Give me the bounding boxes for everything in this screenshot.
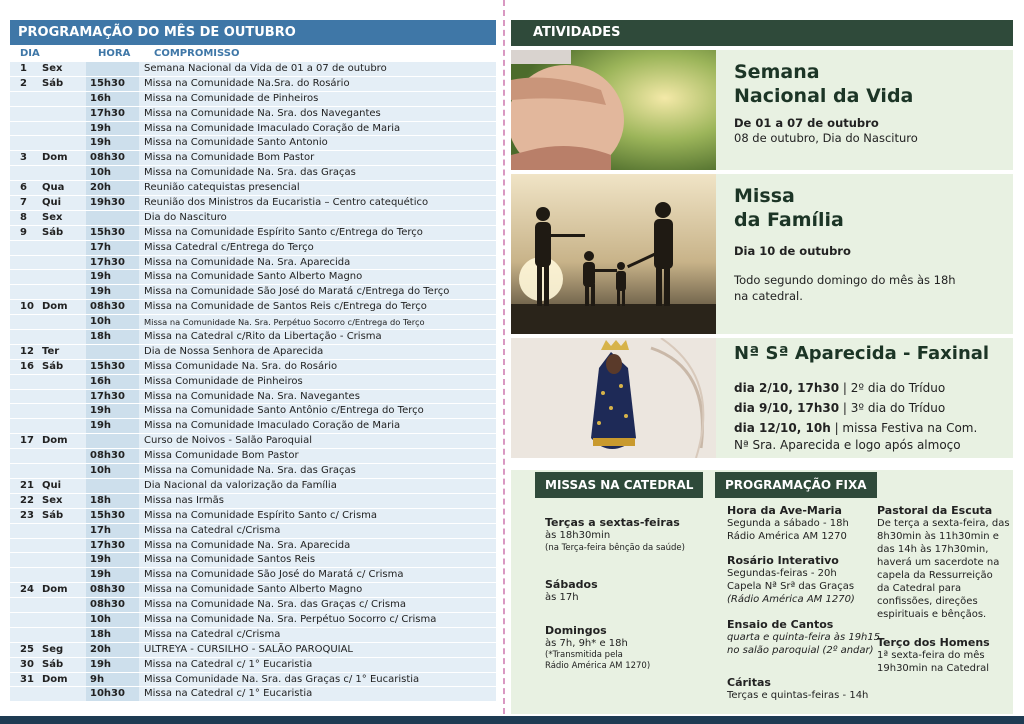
row-event: Missa na Comunidade Imaculado Coração de Maria	[144, 420, 401, 432]
row-weekday: Sáb	[42, 226, 64, 238]
table-row	[10, 390, 496, 405]
row-weekday	[40, 419, 86, 433]
row-event: Missa na Catedral c/Crisma	[144, 628, 281, 640]
row-hour: 10h	[86, 613, 139, 627]
activity-semana-vida	[511, 50, 1013, 170]
row-hour: 19h30	[86, 196, 139, 210]
row-event: Missa na Comunidade Na. Sra. dos Navegantes	[144, 107, 381, 119]
activities-panel	[511, 20, 1013, 458]
row-weekday	[40, 270, 86, 284]
table-row	[10, 583, 496, 598]
table-row	[10, 345, 496, 360]
row-weekday	[40, 404, 86, 418]
table-row	[10, 568, 496, 583]
row-event: Missa na Comunidade Na. Sra. das Graças	[144, 465, 356, 477]
schedule-title: PROGRAMAÇÃO DO MÊS DE OUTUBRO	[10, 20, 496, 45]
row-hour: 10h	[86, 464, 139, 478]
row-weekday: Dom	[42, 435, 68, 447]
row-day	[10, 107, 40, 121]
row-event: Missa na Catedral c/ 1° Eucaristia	[144, 688, 313, 700]
table-row	[10, 449, 496, 464]
row-hour: 17h30	[86, 539, 139, 553]
activity-title-line1: Missa	[734, 185, 795, 207]
table-row	[10, 226, 496, 241]
row-day: 17	[20, 435, 34, 447]
row-hour: 19h	[86, 568, 139, 582]
table-row	[10, 181, 496, 196]
row-day	[10, 166, 40, 180]
row-day: 9	[20, 226, 27, 238]
row-event: Missa na Comunidade Imaculado Coração de Maria	[144, 122, 401, 134]
missas-weekdays: Terças a sextas-feiras às 18h30min (na Terça-feira bênção da saúde)	[545, 516, 685, 553]
schedule-column-headers	[10, 45, 496, 62]
row-event: Missa na Comunidade Santo Alberto Magno	[144, 271, 363, 283]
row-day	[10, 136, 40, 150]
row-weekday	[40, 628, 86, 642]
row-day	[10, 241, 40, 255]
col-day: DIA	[20, 48, 40, 59]
monthly-schedule	[10, 20, 496, 702]
table-row	[10, 494, 496, 509]
table-row	[10, 196, 496, 211]
row-hour: 08h30	[86, 583, 139, 597]
row-weekday	[40, 464, 86, 478]
row-hour: 20h	[86, 643, 139, 657]
row-day: 25	[20, 643, 34, 655]
footer-bar	[0, 716, 1024, 724]
row-event: Missa na Comunidade Na. Sra. Navegantes	[144, 390, 360, 402]
fixed-programs-panel	[511, 470, 1013, 714]
row-hour	[86, 62, 139, 76]
row-event: Missa na Catedral c/Crisma	[144, 524, 281, 536]
row-weekday	[40, 107, 86, 121]
row-day: 22	[20, 494, 34, 506]
row-event: Missa na Comunidade Espírito Santo c/ Crisma	[144, 509, 378, 521]
row-hour: 15h30	[86, 77, 139, 91]
row-weekday: Qua	[42, 182, 65, 194]
triduo-date-1: dia 2/10, 17h30	[734, 381, 840, 395]
hora-ave-maria: Hora da Ave-Maria Segunda a sábado - 18h Rádio América AM 1270	[727, 504, 849, 542]
table-row	[10, 270, 496, 285]
table-row	[10, 628, 496, 643]
terco-homens: Terço dos Homens 1ª sexta-feira do mês 19h30min na Catedral	[877, 636, 990, 674]
table-row	[10, 673, 496, 688]
row-day	[10, 464, 40, 478]
row-event: Dia Nacional da valorização da Família	[144, 479, 337, 491]
row-event: Missa na Comunidade São José do Maratá c/ Crisma	[144, 569, 404, 581]
table-row	[10, 256, 496, 271]
activity-title-line2: Nacional da Vida	[734, 85, 914, 107]
activity-title-line2: da Família	[734, 209, 844, 231]
table-row	[10, 92, 496, 107]
table-row	[10, 434, 496, 449]
pastoral-escuta: Pastoral da Escuta De terça a sexta-feira, das 8h30min às 11h30min e das 14h às 17h30min, haverá um sacerdote na capela da Ressurreição da Catedral para confissões, direções espirituais e bênçãos.	[877, 504, 1010, 620]
row-weekday	[40, 256, 86, 270]
row-event: Missa Comunidade Na. Sra. do Rosário	[144, 360, 338, 372]
row-weekday: Sáb	[42, 360, 64, 372]
row-event: Missa na Comunidade Na.Sra. do Rosário	[144, 77, 350, 89]
row-day	[10, 330, 40, 344]
row-weekday	[40, 449, 86, 463]
row-event: Semana Nacional da Vida de 01 a 07 de outubro	[144, 63, 387, 74]
row-day: 10	[20, 301, 34, 313]
missas-sundays: Domingos às 7h, 9h* e 18h (*Transmitida pela Rádio América AM 1270)	[545, 624, 651, 671]
table-row	[10, 136, 496, 151]
our-lady-aparecida-image	[511, 338, 716, 458]
row-weekday: Dom	[42, 673, 68, 685]
row-day: 21	[20, 479, 34, 491]
row-weekday: Sex	[42, 211, 63, 223]
row-event: Missa na Comunidade Santo Antônio c/Entrega do Terço	[144, 405, 424, 417]
row-weekday: Seg	[42, 643, 64, 655]
row-day	[10, 598, 40, 612]
table-row	[10, 598, 496, 613]
row-event: Missa na Comunidade Na. Sra. Aparecida	[144, 256, 351, 268]
row-weekday: Sáb	[42, 658, 64, 670]
row-event: Missa na Comunidade Santos Reis	[144, 554, 316, 566]
row-day	[10, 553, 40, 567]
row-hour: 18h	[86, 628, 139, 642]
triduo-date-2: dia 9/10, 17h30	[734, 401, 840, 415]
activity-title: Nª Sª Aparecida - Faxinal	[734, 343, 990, 364]
activity-title-line1: Semana	[734, 61, 820, 83]
row-hour: 9h	[86, 673, 139, 687]
row-weekday	[40, 553, 86, 567]
table-row	[10, 613, 496, 628]
row-hour: 17h30	[86, 390, 139, 404]
table-row	[10, 77, 496, 92]
row-hour: 19h	[86, 136, 139, 150]
row-event: Dia de Nossa Senhora de Aparecida	[144, 345, 324, 357]
row-hour: 08h30	[86, 449, 139, 463]
row-weekday: Dom	[42, 584, 68, 596]
table-row	[10, 285, 496, 300]
row-event: Reunião catequistas presencial	[144, 182, 300, 194]
row-weekday	[40, 241, 86, 255]
row-day	[10, 270, 40, 284]
table-row	[10, 166, 496, 181]
row-day	[10, 449, 40, 463]
table-row	[10, 404, 496, 419]
activity-missa-familia	[511, 174, 1013, 334]
row-day	[10, 539, 40, 553]
row-day	[10, 524, 40, 538]
row-hour: 19h	[86, 122, 139, 136]
table-row	[10, 330, 496, 345]
row-event: Missa na Catedral c/Rito da Libertação - Crisma	[144, 331, 382, 343]
row-event: Missa nas Irmãs	[144, 494, 224, 506]
row-event: Missa na Comunidade São José do Maratá c/Entrega do Terço	[144, 286, 450, 298]
row-weekday	[40, 539, 86, 553]
row-day	[10, 687, 40, 701]
row-day	[10, 613, 40, 627]
row-event: Missa na Comunidade de Santos Reis c/Entrega do Terço	[144, 301, 427, 313]
table-row	[10, 479, 496, 494]
row-hour: 19h	[86, 270, 139, 284]
row-weekday	[40, 390, 86, 404]
row-day: 31	[20, 673, 34, 685]
table-row	[10, 524, 496, 539]
row-hour: 18h	[86, 494, 139, 508]
row-hour: 16h	[86, 375, 139, 389]
row-day	[10, 315, 40, 329]
row-event: Missa na Comunidade de Pinheiros	[144, 92, 319, 104]
row-event: Missa na Comunidade Espírito Santo c/Entrega do Terço	[144, 226, 423, 238]
row-weekday	[40, 330, 86, 344]
row-hour: 19h	[86, 658, 139, 672]
table-row	[10, 687, 496, 702]
row-hour	[86, 479, 139, 493]
row-day	[10, 404, 40, 418]
row-event: ULTREYA - CURSILHO - SALÃO PAROQUIAL	[144, 643, 353, 655]
row-day: 12	[20, 345, 34, 357]
row-event: Missa na Comunidade Santo Antonio	[144, 137, 328, 149]
row-day	[10, 256, 40, 270]
table-row	[10, 241, 496, 256]
row-hour: 19h	[86, 553, 139, 567]
row-hour: 10h	[86, 315, 139, 329]
row-event: Reunião dos Ministros da Eucaristia – Centro catequético	[144, 197, 429, 209]
row-hour	[86, 434, 139, 448]
row-event: Missa na Comunidade Na. Sra. Perpétuo Socorro c/Entrega do Terço	[144, 317, 425, 328]
table-row	[10, 315, 496, 330]
row-day	[10, 92, 40, 106]
col-event: COMPROMISSO	[154, 48, 240, 59]
row-day: 8	[20, 211, 27, 223]
row-day: 1	[20, 63, 27, 74]
row-event: Missa na Comunidade Na. Sra. das Graças c/ Crisma	[144, 599, 407, 611]
missas-saturdays: Sábados às 17h	[545, 578, 598, 603]
row-weekday: Dom	[42, 301, 68, 313]
row-hour: 17h	[86, 241, 139, 255]
row-event: Missa Catedral c/Entrega do Terço	[144, 241, 314, 253]
row-weekday	[40, 315, 86, 329]
programacao-fixa-label: PROGRAMAÇÃO FIXA	[715, 472, 877, 498]
row-event: Dia do Nascituro	[144, 211, 227, 223]
row-weekday	[40, 598, 86, 612]
row-hour: 08h30	[86, 300, 139, 314]
row-event: Missa Comunidade Na. Sra. das Graças c/ 1° Eucaristia	[144, 673, 420, 685]
row-hour: 08h30	[86, 598, 139, 612]
family-silhouette-image	[511, 174, 716, 334]
row-hour: 18h	[86, 330, 139, 344]
row-weekday: Qui	[42, 479, 62, 491]
table-row	[10, 419, 496, 434]
table-row	[10, 107, 496, 122]
row-day: 30	[20, 658, 34, 670]
row-hour: 17h30	[86, 256, 139, 270]
row-weekday: Sáb	[42, 77, 64, 89]
activities-title: ATIVIDADES	[511, 20, 1013, 46]
activity-note-line2: na catedral.	[734, 289, 803, 303]
pregnant-belly-image	[511, 50, 716, 170]
table-row	[10, 375, 496, 390]
row-hour: 08h30	[86, 151, 139, 165]
table-row	[10, 300, 496, 315]
row-weekday: Sáb	[42, 509, 64, 521]
row-weekday	[40, 136, 86, 150]
schedule-rows	[10, 62, 496, 702]
row-hour: 19h	[86, 419, 139, 433]
row-day: 6	[20, 182, 27, 194]
row-weekday	[40, 524, 86, 538]
row-day	[10, 390, 40, 404]
row-hour: 17h30	[86, 107, 139, 121]
row-weekday	[40, 122, 86, 136]
row-weekday: Sex	[42, 63, 63, 74]
row-event: Missa Comunidade de Pinheiros	[144, 375, 303, 387]
row-weekday	[40, 166, 86, 180]
table-row	[10, 553, 496, 568]
row-hour: 10h	[86, 166, 139, 180]
caritas: Cáritas Terças e quintas-feiras - 14h	[727, 676, 869, 701]
row-weekday	[40, 92, 86, 106]
ensaio-cantos: Ensaio de Cantos quarta e quinta-feira às 19h15 no salão paroquial (2º andar)	[727, 618, 881, 656]
table-row	[10, 643, 496, 658]
row-hour: 16h	[86, 92, 139, 106]
row-weekday: Dom	[42, 152, 68, 164]
activity-note: 08 de outubro, Dia do Nascituro	[734, 131, 918, 145]
row-day: 24	[20, 584, 34, 596]
col-hour: HORA	[98, 48, 131, 59]
table-row	[10, 464, 496, 479]
table-row	[10, 509, 496, 524]
row-day	[10, 285, 40, 299]
row-hour: 15h30	[86, 509, 139, 523]
row-day	[10, 568, 40, 582]
row-event: Curso de Noivos - Salão Paroquial	[144, 435, 312, 447]
row-event: Missa na Comunidade Santo Alberto Magno	[144, 584, 363, 596]
row-day: 3	[20, 152, 27, 164]
row-hour: 17h	[86, 524, 139, 538]
table-row	[10, 360, 496, 375]
row-day	[10, 375, 40, 389]
table-row	[10, 211, 496, 226]
table-row	[10, 658, 496, 673]
row-hour: 20h	[86, 181, 139, 195]
rosario-interativo: Rosário Interativo Segundas-feiras - 20h Capela Nª Srª das Graças (Rádio América AM 1270)	[727, 554, 855, 605]
row-weekday: Qui	[42, 197, 62, 209]
row-weekday	[40, 613, 86, 627]
table-row	[10, 122, 496, 137]
row-hour	[86, 211, 139, 225]
row-weekday	[40, 568, 86, 582]
table-row	[10, 151, 496, 166]
activity-note-line1: Todo segundo domingo do mês às 18h	[734, 273, 956, 287]
row-event: Missa na Comunidade Na. Sra. das Graças	[144, 167, 356, 179]
row-hour: 19h	[86, 285, 139, 299]
row-weekday: Sex	[42, 494, 63, 506]
row-day	[10, 419, 40, 433]
fold-divider	[503, 0, 505, 724]
activity-date: De 01 a 07 de outubro	[734, 116, 879, 130]
activity-date: Dia 10 de outubro	[734, 244, 851, 258]
row-day	[10, 122, 40, 136]
festive-mass-date: dia 12/10, 10h	[734, 421, 831, 435]
row-hour: 10h30	[86, 687, 139, 701]
row-day: 16	[20, 360, 34, 372]
row-day: 2	[20, 77, 27, 89]
row-hour: 15h30	[86, 226, 139, 240]
row-weekday	[40, 375, 86, 389]
row-event: Missa na Comunidade Na. Sra. Aparecida	[144, 539, 351, 551]
row-hour: 15h30	[86, 360, 139, 374]
row-event: Missa Comunidade Bom Pastor	[144, 450, 299, 462]
row-day	[10, 628, 40, 642]
row-event: Missa na Comunidade Bom Pastor	[144, 152, 315, 164]
activity-aparecida-faxinal: Nª Sª Aparecida - Faxinal dia 2/10, 17h30 | 2º dia do Tríduo dia 9/10, 17h30 | 3º dia do Tríduo dia 12/10, 10h | missa Festiva na Com. Nª Sra. Aparecida e logo após almoço	[511, 338, 1013, 458]
row-weekday	[40, 687, 86, 701]
row-hour: 19h	[86, 404, 139, 418]
row-hour	[86, 345, 139, 359]
row-weekday: Ter	[42, 345, 60, 357]
row-event: Missa na Catedral c/ 1° Eucaristia	[144, 658, 313, 670]
missas-catedral-label: MISSAS NA CATEDRAL	[535, 472, 703, 498]
table-row	[10, 62, 496, 77]
row-day: 7	[20, 197, 27, 209]
row-event: Missa na Comunidade Na. Sra. Perpétuo Socorro c/ Crisma	[144, 613, 437, 625]
row-day: 23	[20, 509, 34, 521]
row-weekday	[40, 285, 86, 299]
table-row	[10, 539, 496, 554]
